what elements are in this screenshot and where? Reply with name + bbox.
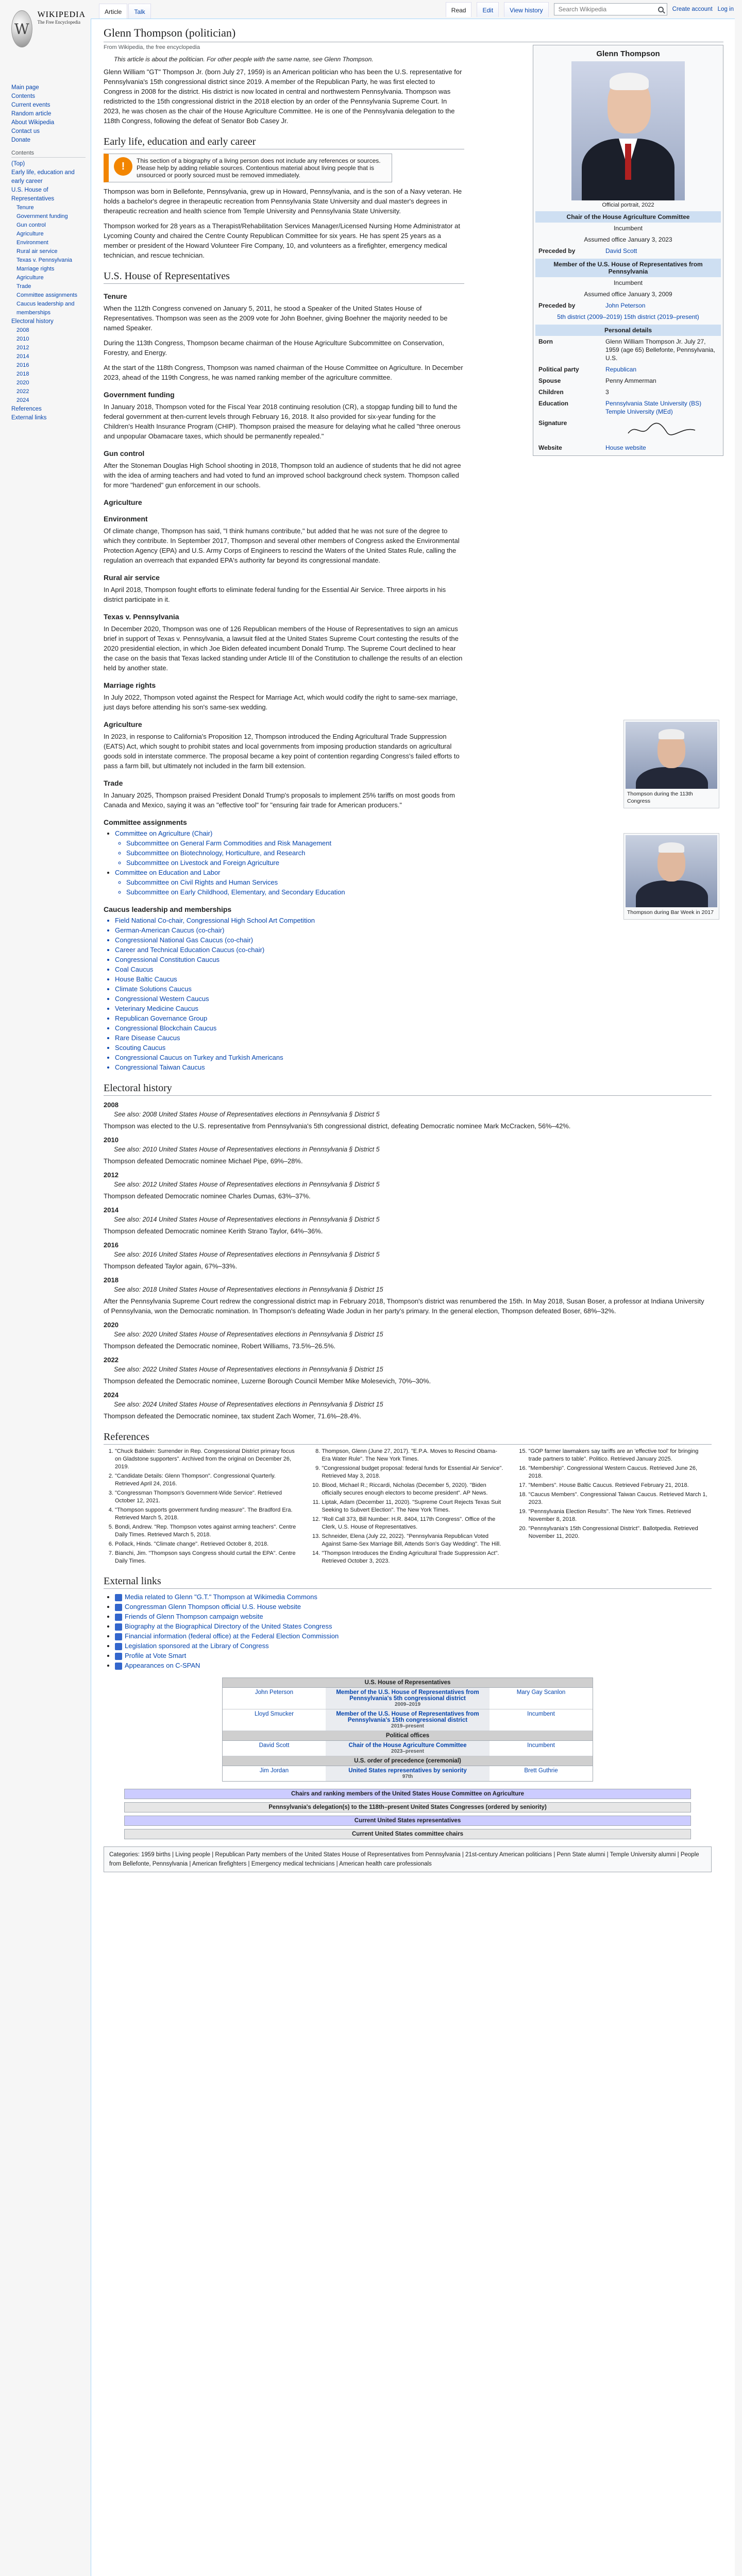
office-title bbox=[326, 1766, 490, 1781]
texas-para: In December 2020, Thompson was one of 126 Republican members of the House of Representatives to sign an amicus brief in support of Texas v. Pennsylvania, a lawsuit filed at the United States Supreme Court contesting the results of the 2020 presidential election, in which Joe Biden defeated incumbent Donald Trump. The Supreme Court declined to hear the case on the basis that Texas lacked standing under Article III of the Constitution to challenge the results of an election held by another state. bbox=[104, 625, 463, 672]
subsection-rural-air: Rural air service bbox=[104, 573, 160, 582]
toc-item[interactable]: Caucus leadership and memberships bbox=[16, 301, 75, 316]
navboxes bbox=[104, 1789, 712, 1839]
office-title bbox=[326, 1688, 490, 1709]
reference-item[interactable]: 10. Blood, Michael R.; Riccardi, Nicholas (December 5, 2020). "Biden officially secures enough electors to become president". AP News. bbox=[322, 1482, 504, 1497]
page-title: Glenn Thompson (politician) bbox=[104, 26, 723, 42]
caucus-item[interactable]: • House Baltic Caucus bbox=[115, 974, 712, 984]
search-icon[interactable] bbox=[658, 7, 664, 12]
succession-band: Political offices bbox=[223, 1731, 593, 1741]
tab-read[interactable]: Read bbox=[446, 2, 472, 17]
election-year: 2012 bbox=[104, 1171, 119, 1179]
section-external-links: External links bbox=[104, 1575, 712, 1589]
external-links-list bbox=[115, 1592, 712, 1670]
election-year: 2014 bbox=[104, 1206, 119, 1214]
predecessor-name[interactable]: Jim Jordan bbox=[259, 1768, 289, 1774]
office-dates: 97th bbox=[402, 1774, 413, 1780]
navbox bbox=[124, 1816, 691, 1826]
election-year: 2016 bbox=[104, 1241, 119, 1249]
caucus-item[interactable]: • Veterinary Medicine Caucus bbox=[115, 1004, 712, 1013]
external-link-icon bbox=[115, 1643, 122, 1650]
succeeded-by bbox=[490, 1766, 593, 1781]
election-text: Thompson defeated the Democratic nominee, Robert Williams, 73.5%–26.5%. bbox=[104, 1342, 336, 1350]
caucus-item[interactable]: • Field National Co-chair, Congressional High School Art Competition bbox=[115, 916, 712, 925]
tenure-para-2: During the 113th Congress, Thompson became chairman of the House Agriculture Subcommittee on Conservation, Forestry, and Energy. bbox=[104, 339, 444, 357]
reference-item[interactable]: 14. "Thompson Introduces the Ending Agricultural Trade Suppression Act". Retrieved October 3, 2023. bbox=[322, 1550, 504, 1565]
succession-row bbox=[223, 1688, 593, 1709]
infobox: Glenn Thompson Official portrait, 2022 Chair of the House Agriculture Committee Incumbent Assumed office January 3, 2023 Preceded by David Scott Member of the U.S. House of Representatives from Pennsylvania Incumbent Assumed office January 3, 2009 Preceded by John Peterson 5th district (2009–2019) 15th district (2019–present) Personal details Born Glenn William Thompson Jr. July 27, 1959 (age 65) Bellefonte, Pennsylvania, U.S. Political party Republican Spouse Penny Ammerman Children 3 Education Pennsylvania State University (BS) Temple University (MEd) Signature Website House website bbox=[533, 45, 723, 456]
reference-item[interactable]: 1. "Chuck Baldwin: Surrender in Rep. Congressional District primary focus on Gladstone supporters". Archived from the original on December 26, 2019. bbox=[115, 1448, 298, 1471]
preceded-by bbox=[223, 1688, 326, 1709]
caucus-item[interactable]: • Congressional Western Caucus bbox=[115, 994, 712, 1004]
reference-item[interactable]: 20. "Pennsylvania's 15th Congressional District". Ballotpedia. Retrieved November 11, 2020. bbox=[529, 1525, 712, 1540]
external-link-item[interactable] bbox=[115, 1612, 712, 1621]
external-link-icon bbox=[115, 1653, 122, 1660]
create-account-link[interactable]: Create account bbox=[672, 6, 713, 12]
successor-name[interactable]: Brett Guthrie bbox=[524, 1768, 558, 1774]
external-link-text[interactable]: Appearances on C-SPAN bbox=[125, 1662, 200, 1669]
caucus-item[interactable]: • German-American Caucus (co-chair) bbox=[115, 925, 712, 935]
election-see-also[interactable]: See also: 2020 United States House of Representatives elections in Pennsylvania § District 15 bbox=[114, 1331, 383, 1338]
subcommittee-item[interactable]: ◦ Subcommittee on Livestock and Foreign Agriculture bbox=[126, 858, 712, 868]
external-link-item[interactable] bbox=[115, 1641, 712, 1651]
election-text: Thompson defeated the Democratic nominee, tax student Zach Womer, 71.6%–28.4%. bbox=[104, 1412, 361, 1420]
education-value[interactable]: Pennsylvania State University (BS) Temple University (MEd) bbox=[605, 400, 702, 415]
section-house: U.S. House of Representatives bbox=[104, 270, 464, 284]
agri2-para: In 2023, in response to California's Proposition 12, Thompson introduced the Ending Agricultural Trade Suppression (EATS) Act, which sought to prohibit states and local governments from imposing production standards on agricultural goods sold in interstate commerce. The proposal became a key point of contention regarding Congress's failed efforts to pass a farm bill, but ultimately not included in the farm bill extension. bbox=[104, 733, 460, 770]
predecessor-name[interactable]: John Peterson bbox=[255, 1689, 294, 1696]
external-link-text[interactable]: Profile at Vote Smart bbox=[125, 1652, 187, 1659]
committee-item[interactable]: Committee on Agriculture (Chair) bbox=[115, 829, 213, 837]
caucus-item[interactable]: • Congressional Caucus on Turkey and Turkish Americans bbox=[115, 1053, 712, 1062]
subsection-texas: Texas v. Pennsylvania bbox=[104, 613, 179, 621]
assumed-office-1: Assumed office January 3, 2023 bbox=[584, 236, 672, 243]
succession-row bbox=[223, 1709, 593, 1731]
children-value: 3 bbox=[605, 388, 609, 396]
navbox-title[interactable]: Current United States committee chairs bbox=[125, 1829, 690, 1839]
nav-portal bbox=[11, 83, 86, 145]
section-early-life: Early life, education and early career bbox=[104, 136, 464, 149]
subsection-caucus: Caucus leadership and memberships bbox=[104, 905, 232, 913]
election-see-also[interactable]: See also: 2014 United States House of Representatives elections in Pennsylvania § District 5 bbox=[114, 1216, 380, 1223]
incumbent-label: Incumbent bbox=[613, 225, 643, 232]
preceded-by-1[interactable]: David Scott bbox=[605, 247, 637, 255]
subsection-marriage: Marriage rights bbox=[104, 681, 156, 689]
toc-item[interactable]: Electoral history bbox=[11, 318, 54, 325]
external-link-icon bbox=[115, 1663, 122, 1670]
main-content bbox=[91, 19, 735, 2576]
reference-item[interactable]: 12. "Roll Call 373, Bill Number: H.R. 8404, 117th Congress". Office of the Clerk, U.S. House of Representatives. bbox=[322, 1516, 504, 1531]
election-see-also[interactable]: See also: 2018 United States House of Representatives elections in Pennsylvania § District 15 bbox=[114, 1286, 383, 1293]
preceded-by bbox=[223, 1709, 326, 1731]
tenure-para-1: When the 112th Congress convened on January 5, 2011, he stood a Speaker of the United States House of Representatives. Thompson was seen as the 2009 vote for John Boehner, giving Boehner the majority needed to be named Speaker. bbox=[104, 304, 448, 332]
external-link-icon bbox=[115, 1604, 122, 1611]
toc-item[interactable]: Environment bbox=[16, 240, 48, 246]
infobox-office-2[interactable]: Member of the U.S. House of Representatives from Pennsylvania bbox=[535, 259, 721, 277]
warning-icon: ! bbox=[114, 157, 132, 176]
election-see-also[interactable]: See also: 2012 United States House of Representatives elections in Pennsylvania § District 5 bbox=[114, 1181, 380, 1188]
reference-item[interactable]: 6. Pollack, Hinds. "Climate change". Retrieved October 8, 2018. bbox=[115, 1540, 298, 1548]
office-dates: 2009–2019 bbox=[394, 1702, 421, 1707]
preceded-by bbox=[223, 1766, 326, 1781]
personal-details-band: Personal details bbox=[535, 325, 721, 336]
election-year: 2024 bbox=[104, 1391, 119, 1399]
succeeded-by bbox=[490, 1741, 593, 1756]
portrait-caption: Official portrait, 2022 bbox=[602, 202, 654, 208]
toc-heading: Contents bbox=[11, 150, 86, 158]
election-year: 2010 bbox=[104, 1136, 119, 1144]
office-name[interactable]: Chair of the House Agriculture Committee bbox=[348, 1742, 467, 1749]
reference-item[interactable]: 8. Thompson, Glenn (June 27, 2017). "E.P.A. Moves to Rescind Obama-Era Water Rule". The New York Times. bbox=[322, 1448, 504, 1463]
predecessor-name[interactable]: Lloyd Smucker bbox=[254, 1711, 294, 1717]
sidebar-nav-item[interactable]: Current events bbox=[11, 102, 50, 108]
tab-edit[interactable]: Edit bbox=[477, 2, 499, 17]
search-input[interactable] bbox=[558, 5, 658, 13]
reference-item[interactable]: 3. "Congressman Thompson's Government-Wide Service". Retrieved October 12, 2021. bbox=[115, 1489, 298, 1505]
tab-talk[interactable]: Talk bbox=[128, 4, 150, 19]
env-para: Of climate change, Thompson has said, "I think humans contribute," but added that he was not sure of the degree to which they contribute. In September 2017, Thompson and several other members of Congress asked the Environmental Protection Agency (EPA) and U.S. Army Corps of Engineers to rescind the Waters of the United States Rule, calling the regulation an overreach that expanded EPA's authority far beyond its congressional mandate. bbox=[104, 527, 460, 564]
toc-item[interactable]: References bbox=[11, 406, 42, 412]
caucus-item[interactable]: • Climate Solutions Caucus bbox=[115, 984, 712, 994]
external-link-text[interactable]: Biography at the Biographical Directory of the United States Congress bbox=[125, 1622, 332, 1630]
reference-item[interactable]: 15. "GOP farmer lawmakers say tariffs are an 'effective tool' for bringing trade partners to table". Politico. Retrieved January 2025. bbox=[529, 1448, 712, 1463]
sidebar-nav-item[interactable]: Contact us bbox=[11, 128, 40, 134]
office-dates: 2019–present bbox=[391, 1723, 424, 1729]
caucus-item[interactable]: • Congressional Constitution Caucus bbox=[115, 955, 712, 964]
successor-name[interactable]: Incumbent bbox=[527, 1742, 555, 1749]
rural-para: In April 2018, Thompson fought efforts to eliminate federal funding for the Essential Air Service. Three airports in his district participate in it. bbox=[104, 586, 446, 603]
preceded-by bbox=[223, 1741, 326, 1756]
early-para-1: Thompson was born in Bellefonte, Pennsylvania, grew up in Howard, Pennsylvania, and is the son of a Navy veteran. He holds a bachelor's degree in therapeutic recreation from Pennsylvania State University and dual master's degrees in therapeutic recreation and health science from Temple University and Pennsylvania State University. bbox=[104, 188, 462, 215]
reference-item[interactable]: 7. Bianchi, Jim. "Thompson says Congress should curtail the EPA". Centre Daily Times. bbox=[115, 1550, 298, 1565]
toc-item[interactable]: External links bbox=[11, 415, 47, 421]
caucus-item[interactable]: • Congressional Blockchain Caucus bbox=[115, 1023, 712, 1033]
toc-item[interactable]: Texas v. Pennsylvania bbox=[16, 257, 73, 263]
reference-item[interactable]: 16. "Membership". Congressional Western Caucus. Retrieved June 26, 2018. bbox=[529, 1465, 712, 1480]
external-link-item[interactable] bbox=[115, 1631, 712, 1641]
external-link-item[interactable] bbox=[115, 1592, 712, 1602]
election-see-also[interactable]: See also: 2022 United States House of Representatives elections in Pennsylvania § District 15 bbox=[114, 1366, 383, 1373]
toc-item[interactable]: Early life, education and early career bbox=[11, 170, 75, 184]
tab-history[interactable]: View history bbox=[504, 2, 548, 17]
succeeded-by bbox=[490, 1709, 593, 1731]
external-link-text[interactable]: Media related to Glenn "G.T." Thompson at Wikimedia Commons bbox=[125, 1593, 317, 1601]
lead-paragraph: Glenn William "GT" Thompson Jr. (born July 27, 1959) is an American politician who has been the U.S. representative for Pennsylvania's 15th congressional district since 2019. A member of the Republican Party, he was first elected to Congress in 2008 for the district. His district is now located in central and northwestern Pennsylvania. Thompson was redistricted to the 15th congressional district in the 2018 election by an order of the Pennsylvania Supreme Court. In 2023, he was chosen as the chair of the House Agriculture Committee. He is one of the Pennsylvania delegation to the 118th Congress, following the defeat of Senator Bob Casey Jr. bbox=[104, 68, 462, 125]
office-title bbox=[326, 1709, 490, 1731]
toc-item[interactable]: Tenure bbox=[16, 205, 34, 211]
reference-item[interactable]: 5. Bondi, Andrew. "Rep. Thompson votes against arming teachers". Centre Daily Times. Retrieved March 5, 2018. bbox=[115, 1523, 298, 1539]
navbox bbox=[124, 1789, 691, 1799]
office-name[interactable]: United States representatives by seniority bbox=[348, 1768, 467, 1774]
subcommittee-item[interactable]: ◦ Subcommittee on Civil Rights and Human Services bbox=[126, 877, 712, 887]
election-year: 2022 bbox=[104, 1356, 119, 1364]
navbox-title[interactable]: Pennsylvania's delegation(s) to the 118th–present United States Congresses (ordered by seniority) bbox=[125, 1803, 690, 1812]
external-link-icon bbox=[115, 1594, 122, 1601]
external-link-text[interactable]: Congressman Glenn Thompson official U.S. House website bbox=[125, 1603, 301, 1611]
toc-item[interactable]: 2014 bbox=[16, 353, 29, 360]
committee-item[interactable]: Committee on Education and Labor bbox=[115, 869, 221, 876]
gov-para: In January 2018, Thompson voted for the Fiscal Year 2018 continuing resolution (CR), a stopgap funding bill to fund the federal government at then-current levels through February 16, 2018. It also provided for six-year funding for the Children's Health Insurance Program (CHIP). Thompson praised the measure for delaying what he called "three onerous and unpopular Obamacare taxes, which should be permanently repealed." bbox=[104, 403, 461, 440]
website-link[interactable]: House website bbox=[605, 444, 646, 451]
toc-item[interactable]: U.S. House of Representatives bbox=[11, 187, 55, 202]
caucus-item[interactable]: • Coal Caucus bbox=[115, 964, 712, 974]
site-wordmark: WIKIPEDIA bbox=[37, 10, 86, 19]
subsection-gun-control: Gun control bbox=[104, 449, 145, 457]
succession-band: U.S. order of precedence (ceremonial) bbox=[223, 1756, 593, 1766]
toc-item[interactable]: Gun control bbox=[16, 222, 46, 228]
toc-item[interactable]: 2010 bbox=[16, 336, 29, 342]
section-references: References bbox=[104, 1431, 712, 1445]
caucus-item[interactable]: • Congressional Taiwan Caucus bbox=[115, 1062, 712, 1072]
reference-item[interactable]: 18. "Caucus Members". Congressional Taiwan Caucus. Retrieved March 1, 2023. bbox=[529, 1491, 712, 1506]
election-text: Thompson defeated Taylor again, 67%–33%. bbox=[104, 1262, 238, 1270]
external-link-item[interactable] bbox=[115, 1660, 712, 1670]
election-text: Thompson defeated Democratic nominee Michael Pipe, 69%–28%. bbox=[104, 1157, 303, 1165]
thumb-caption-1: Thompson during the 113th Congress bbox=[627, 791, 693, 804]
gun-para: After the Stoneman Douglas High School shooting in 2018, Thompson told an audience of students that he did not agree with the idea of arming teachers and had voted to fund an improved school background check system. Thompson called for more "hardened" gun enforcement in our schools. bbox=[104, 462, 461, 489]
incumbent-label-2: Incumbent bbox=[613, 279, 643, 286]
predecessor-name[interactable]: David Scott bbox=[259, 1742, 290, 1749]
hatnote: This article is about the politician. For other people with the same name, see Glenn Thompson. bbox=[114, 56, 374, 63]
succeeded-by bbox=[490, 1688, 593, 1709]
election-see-also[interactable]: See also: 2008 United States House of Representatives elections in Pennsylvania § District 5 bbox=[114, 1111, 380, 1118]
election-year: 2018 bbox=[104, 1276, 119, 1284]
election-text: After the Pennsylvania Supreme Court redrew the congressional district map in February 2018, Thompson's district was renumbered the 15th. In May 2018, Susan Boser, a professor at Indiana University of Pennsylvania, won the Democratic nomination. In Thompson's defeating Wade Jodun in her party's primary. In the general election, Thompson defeated Boser, 68%–32%. bbox=[104, 1297, 704, 1315]
toc-item[interactable]: 2022 bbox=[16, 388, 29, 395]
office-name[interactable]: Member of the U.S. House of Representatives from Pennsylvania's 15th congressional district bbox=[336, 1711, 479, 1723]
tab-article[interactable]: Article bbox=[99, 4, 127, 19]
constituency[interactable]: 5th district (2009–2019) 15th district (2019–present) bbox=[557, 313, 699, 320]
subcommittee-item[interactable]: ◦ Subcommittee on Early Childhood, Elementary, and Secondary Education bbox=[126, 887, 712, 897]
elections-list bbox=[104, 1101, 712, 1421]
caucus-item[interactable]: • Rare Disease Caucus bbox=[115, 1033, 712, 1043]
official-portrait[interactable] bbox=[571, 61, 685, 200]
from-line: From Wikipedia, the free encyclopedia bbox=[104, 44, 200, 50]
sidebar bbox=[0, 0, 91, 422]
toc-item[interactable]: 2016 bbox=[16, 362, 29, 368]
site-tagline: The Free Encyclopedia bbox=[37, 20, 81, 25]
external-link-icon bbox=[115, 1614, 122, 1621]
succession-box bbox=[222, 1677, 593, 1782]
office-name[interactable]: Member of the U.S. House of Representatives from Pennsylvania's 5th congressional district bbox=[336, 1689, 479, 1702]
references-list bbox=[104, 1448, 712, 1565]
subsection-gov-funding: Government funding bbox=[104, 391, 175, 399]
election-year: 2008 bbox=[104, 1101, 119, 1109]
infobox-title: Glenn Thompson bbox=[596, 49, 660, 58]
reference-item[interactable]: 13. Schneider, Elena (July 22, 2022). "Pennsylvania Republican Voted Against Same-Sex Marriage Bill, Attends Son's Gay Wedding". The Hill. bbox=[322, 1533, 504, 1548]
election-see-also[interactable]: See also: 2024 United States House of Representatives elections in Pennsylvania § District 15 bbox=[114, 1401, 383, 1408]
wikipedia-globe-icon: W bbox=[11, 10, 32, 47]
external-link-icon bbox=[115, 1623, 122, 1631]
navbox bbox=[124, 1802, 691, 1812]
tenure-para-3: At the start of the 118th Congress, Thompson was named chairman of the House Committee on Agriculture. In December 2023, ahead of the 119th Congress, he was named ranking member of the agriculture committee. bbox=[104, 364, 463, 381]
reference-item[interactable]: 2. "Candidate Details: Glenn Thompson". Congressional Quarterly. Retrieved April 24, 2016. bbox=[115, 1472, 298, 1488]
toc-item[interactable]: 2008 bbox=[16, 327, 29, 333]
subcommittee-item[interactable]: ◦ Subcommittee on Biotechnology, Horticulture, and Research bbox=[126, 848, 712, 858]
sidebar-nav-item[interactable]: Donate bbox=[11, 137, 31, 143]
toc-item[interactable]: Agriculture bbox=[16, 275, 44, 281]
toc-item[interactable]: Committee assignments bbox=[16, 292, 77, 298]
toc-item[interactable]: 2012 bbox=[16, 345, 29, 351]
sidebar-nav-item[interactable]: Main page bbox=[11, 84, 39, 91]
party-value[interactable]: Republican bbox=[605, 366, 637, 373]
toc-item[interactable]: 2024 bbox=[16, 397, 29, 403]
sidebar-nav-item[interactable]: Contents bbox=[11, 93, 36, 99]
caucus-item[interactable]: • Career and Technical Education Caucus (co-chair) bbox=[115, 945, 712, 955]
reference-item[interactable]: 11. Liptak, Adam (December 11, 2020). "Supreme Court Rejects Texas Suit Seeking to Subvert Election". The New York Times. bbox=[322, 1499, 504, 1514]
spouse-value: Penny Ammerman bbox=[605, 377, 656, 384]
succession-row bbox=[223, 1766, 593, 1781]
toc-item[interactable]: 2018 bbox=[16, 371, 29, 377]
reference-item[interactable]: 4. "Thompson supports government funding measure". The Bradford Era. Retrieved March 5, 2018. bbox=[115, 1506, 298, 1522]
successor-name[interactable]: Mary Gay Scanlon bbox=[516, 1689, 566, 1696]
succession-boxes bbox=[104, 1677, 712, 1782]
subsection-agriculture-2: Agriculture bbox=[104, 720, 142, 728]
site-logo[interactable] bbox=[11, 4, 86, 81]
toc-item[interactable]: (Top) bbox=[11, 161, 25, 167]
toc-item[interactable]: Government funding bbox=[16, 213, 68, 219]
succession-row bbox=[223, 1741, 593, 1756]
election-year: 2020 bbox=[104, 1321, 119, 1329]
reference-item[interactable]: 17. "Members". House Baltic Caucus. Retrieved February 21, 2018. bbox=[529, 1482, 712, 1489]
election-text: Thompson was elected to the U.S. representative from Pennsylvania's 5th congressional district, defeating Democratic nominee Mark McCracken, 56%–42%. bbox=[104, 1122, 571, 1130]
born-value: Glenn William Thompson Jr. July 27, 1959 (age 65) Bellefonte, Pennsylvania, U.S. bbox=[605, 338, 715, 362]
external-link-text[interactable]: Legislation sponsored at the Library of Congress bbox=[125, 1642, 269, 1650]
election-see-also[interactable]: See also: 2016 United States House of Representatives elections in Pennsylvania § District 5 bbox=[114, 1251, 380, 1258]
subsection-tenure: Tenure bbox=[104, 292, 127, 300]
toc-item[interactable]: 2020 bbox=[16, 380, 29, 386]
thumb-image-2[interactable] bbox=[623, 833, 719, 920]
preceded-by-2[interactable]: John Peterson bbox=[605, 302, 646, 309]
unsourced-notice bbox=[104, 154, 392, 182]
election-text: Thompson defeated Democratic nominee Charles Dumas, 63%–37%. bbox=[104, 1192, 311, 1200]
reference-item[interactable]: 9. "Congressional budget proposal: federal funds for Essential Air Service". Retrieved May 3, 2018. bbox=[322, 1465, 504, 1480]
section-electoral: Electoral history bbox=[104, 1082, 712, 1096]
successor-name[interactable]: Incumbent bbox=[527, 1711, 555, 1717]
thumb-caption-2: Thompson during Bar Week in 2017 bbox=[627, 909, 714, 916]
toc-portal bbox=[11, 150, 86, 422]
marriage-para: In July 2022, Thompson voted against the Respect for Marriage Act, which would codify the right to same-sex marriage, just days before attending his son's same-sex wedding. bbox=[104, 693, 458, 711]
election-text: Thompson defeated Democratic nominee Kerith Strano Taylor, 64%–36%. bbox=[104, 1227, 323, 1235]
early-para-2: Thompson worked for 28 years as a Therapist/Rehabilitation Services Manager/Licensed Nursing Home Administrator at Lycoming County and chaired the Centre County Republican Committee for six years. He has spent 25 years as a member or president of the Howard Volunteer Fire Company, 10, and volunteers as a firefighter, emergency medical technician, and rescue technician. bbox=[104, 222, 460, 259]
external-link-item[interactable] bbox=[115, 1621, 712, 1631]
caucus-item[interactable]: • Republican Governance Group bbox=[115, 1013, 712, 1023]
committee-list bbox=[115, 828, 712, 897]
sidebar-nav-item[interactable]: About Wikipedia bbox=[11, 120, 55, 126]
navbox-title[interactable]: Current United States representatives bbox=[125, 1816, 690, 1825]
navbox-title[interactable]: Chairs and ranking members of the United States House Committee on Agriculture bbox=[125, 1789, 690, 1799]
election-see-also[interactable]: See also: 2010 United States House of Representatives elections in Pennsylvania § District 5 bbox=[114, 1146, 380, 1153]
navbox bbox=[124, 1829, 691, 1839]
trade-para: In January 2025, Thompson praised President Donald Trump's proposals to implement 25% tariffs on most goods from Canada and Mexico, saying it was an "effective tool" for "ensuring fair trade for American producers." bbox=[104, 791, 455, 809]
external-link-text[interactable]: Friends of Glenn Thompson campaign website bbox=[125, 1613, 263, 1620]
reference-item[interactable]: 19. "Pennsylvania Election Results". The New York Times. Retrieved November 8, 2018. bbox=[529, 1508, 712, 1523]
subsection-trade: Trade bbox=[104, 779, 123, 787]
assumed-office-2: Assumed office January 3, 2009 bbox=[584, 291, 672, 298]
toc-item[interactable]: Rural air service bbox=[16, 248, 58, 255]
external-link-text[interactable]: Financial information (federal office) at the Federal Election Commission bbox=[125, 1632, 339, 1640]
header bbox=[91, 0, 742, 19]
caucus-list bbox=[115, 916, 712, 1072]
office-dates: 2023–present bbox=[391, 1749, 424, 1754]
category-links[interactable]: Categories: 1959 births | Living people | Republican Party members of the United States House of Representatives from Pennsylvania | 21st-century American politicians | Penn State alumni | Temple University alumni | People from Bellefonte, Pennsylvania | American firefighters | Emergency medical technicians | American health care professionals bbox=[104, 1846, 712, 1872]
election-text: Thompson defeated the Democratic nominee, Luzerne Borough Council Member Mike Molesevich, 70%–30%. bbox=[104, 1377, 431, 1385]
signature-image bbox=[626, 422, 698, 437]
external-link-item[interactable] bbox=[115, 1651, 712, 1660]
sidebar-nav-item[interactable]: Random article bbox=[11, 111, 52, 117]
subsection-agriculture: Agriculture bbox=[104, 498, 142, 506]
external-link-icon bbox=[115, 1633, 122, 1640]
login-link[interactable]: Log in bbox=[717, 6, 734, 12]
subsection-committees: Committee assignments bbox=[104, 818, 187, 826]
caucus-item[interactable]: • Congressional National Gas Caucus (co-chair) bbox=[115, 935, 712, 945]
subcommittee-item[interactable]: ◦ Subcommittee on General Farm Commodities and Risk Management bbox=[126, 838, 712, 848]
external-link-item[interactable] bbox=[115, 1602, 712, 1612]
caucus-item[interactable]: • Scouting Caucus bbox=[115, 1043, 712, 1053]
toc-item[interactable]: Trade bbox=[16, 283, 31, 290]
toc-item[interactable]: Agriculture bbox=[16, 231, 44, 237]
notice-text: This section of a biography of a living person does not include any references or sources. Please help by adding reliable sources. Contentious material about living people that is unsourced or poorly sourced must be removed immediately. bbox=[137, 157, 381, 179]
succession-band: U.S. House of Representatives bbox=[223, 1678, 593, 1688]
toc-item[interactable]: Marriage rights bbox=[16, 266, 55, 272]
office-title bbox=[326, 1741, 490, 1756]
subsection-environment: Environment bbox=[104, 515, 148, 523]
infobox-office-1[interactable]: Chair of the House Agriculture Committee bbox=[535, 211, 721, 223]
thumb-image-1[interactable] bbox=[623, 720, 719, 808]
search-box bbox=[554, 3, 667, 15]
